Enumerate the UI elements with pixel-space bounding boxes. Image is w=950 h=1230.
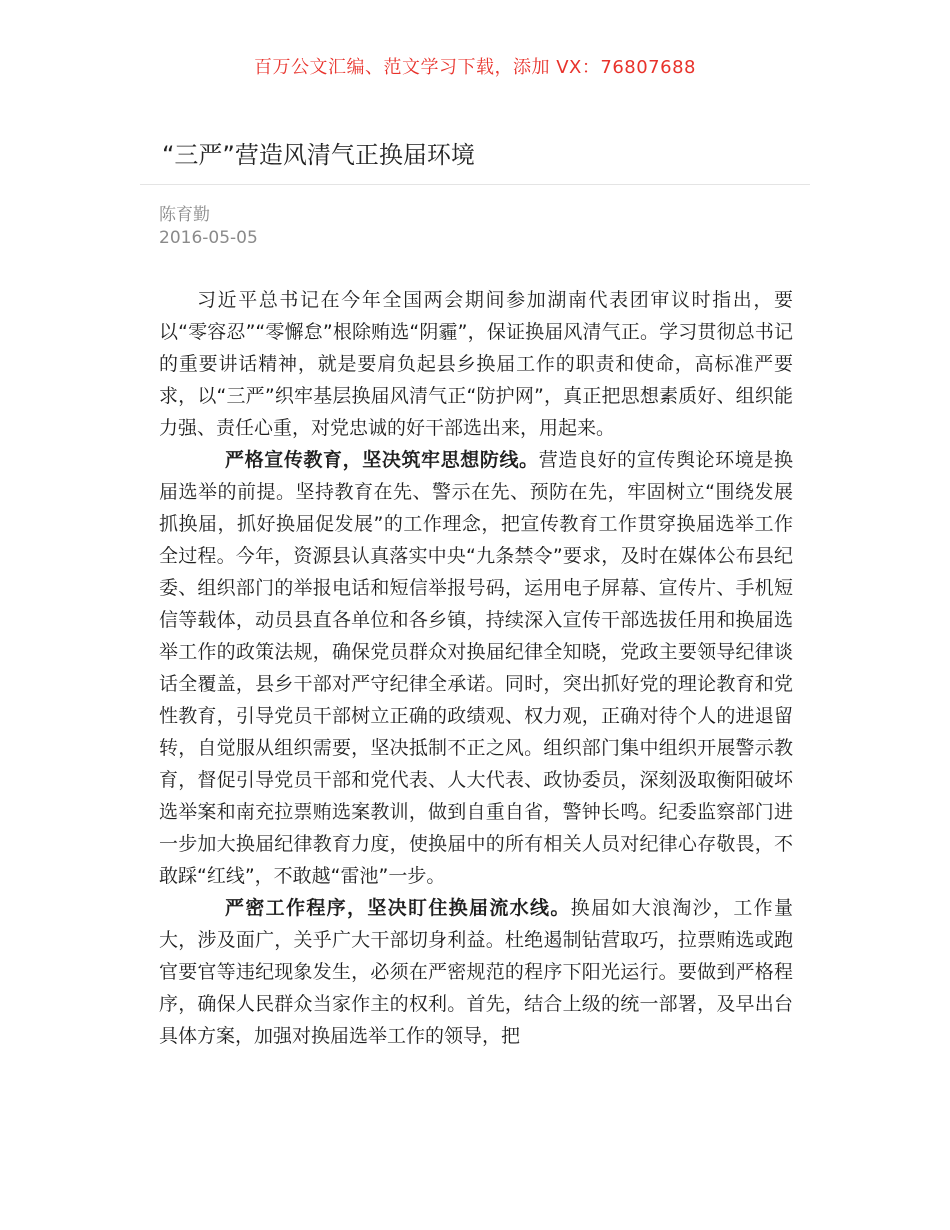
- paragraph-text: 习近平总书记在今年全国两会期间参加湖南代表团审议时指出，要以“零容忍”“零懈怠”根除贿选“阴霾”，保证换届风清气正。学习贯彻总书记的重要讲话精神，就是要肩负起县乡换届工作的职责和使命，高标准严要求，以“三严”织牢基层换届风清气正“防护网”，真正把思想素质好、组织能力强、责任心重，对党忠诚的好干部选出来，用起来。: [159, 289, 793, 439]
- paragraph-publicity: [159, 444, 793, 892]
- download-banner: 百万公文汇编、范文学习下载，添加 VX：76807688: [254, 57, 696, 78]
- paragraph-text: 营造良好的宣传舆论环境是换届选举的前提。坚持教育在先、警示在先、预防在先，牢固树立“围绕发展抓换届，抓好换届促发展”的工作理念，把宣传教育工作贯穿换届选举工作全过程。今年，资源县认真落实中央“九条禁令”要求，及时在媒体公布县纪委、组织部门的举报电话和短信举报号码，运用电子屏幕、宣传片、手机短信等载体，动员县直各单位和各乡镇，持续深入宣传干部选拔任用和换届选举工作的政策法规，确保党员群众对换届纪律全知晓，党政主要领导纪律谈话全覆盖，县乡干部对严守纪律全承诺。同时，突出抓好党的理论教育和党性教育，引导党员干部树立正确的政绩观、权力观，正确对待个人的进退留转，自觉服从组织需要，坚决抵制不正之风。组织部门集中组织开展警示教育，督促引导党员干部和党代表、人大代表、政协委员，深刻汲取衡阳破坏选举案和南充拉票贿选案教训，做到自重自省，警钟长鸣。纪委监察部门进一步加大换届纪律教育力度，使换届中的所有相关人员对纪律心存敬畏，不敢踩“红线”，不敢越“雷池”一步。: [159, 449, 793, 887]
- article-author: 陈育勤: [159, 205, 210, 225]
- paragraph-procedure: [159, 892, 793, 1052]
- paragraph-text: 换届如大浪淘沙，工作量大，涉及面广，关乎广大干部切身利益。杜绝遏制钻营取巧，拉票贿选或跑官要官等违纪现象发生，必须在严密规范的程序下阳光运行。要做到严格程序，确保人民群众当家作主的权利。首先，结合上级的统一部署，及早出台具体方案，加强对换届选举工作的领导，把: [159, 897, 793, 1047]
- article-date: 2016-05-05: [159, 228, 258, 248]
- title-divider: [140, 184, 810, 185]
- paragraph-lead: 严格宣传教育，坚决筑牢思想防线。: [225, 449, 539, 471]
- paragraph-lead: 严密工作程序，坚决盯住换届流水线。: [225, 897, 571, 919]
- article-title: “三严”营造风清气正换届环境: [162, 141, 475, 169]
- paragraph-intro: [159, 284, 793, 444]
- article-body: [159, 284, 793, 1052]
